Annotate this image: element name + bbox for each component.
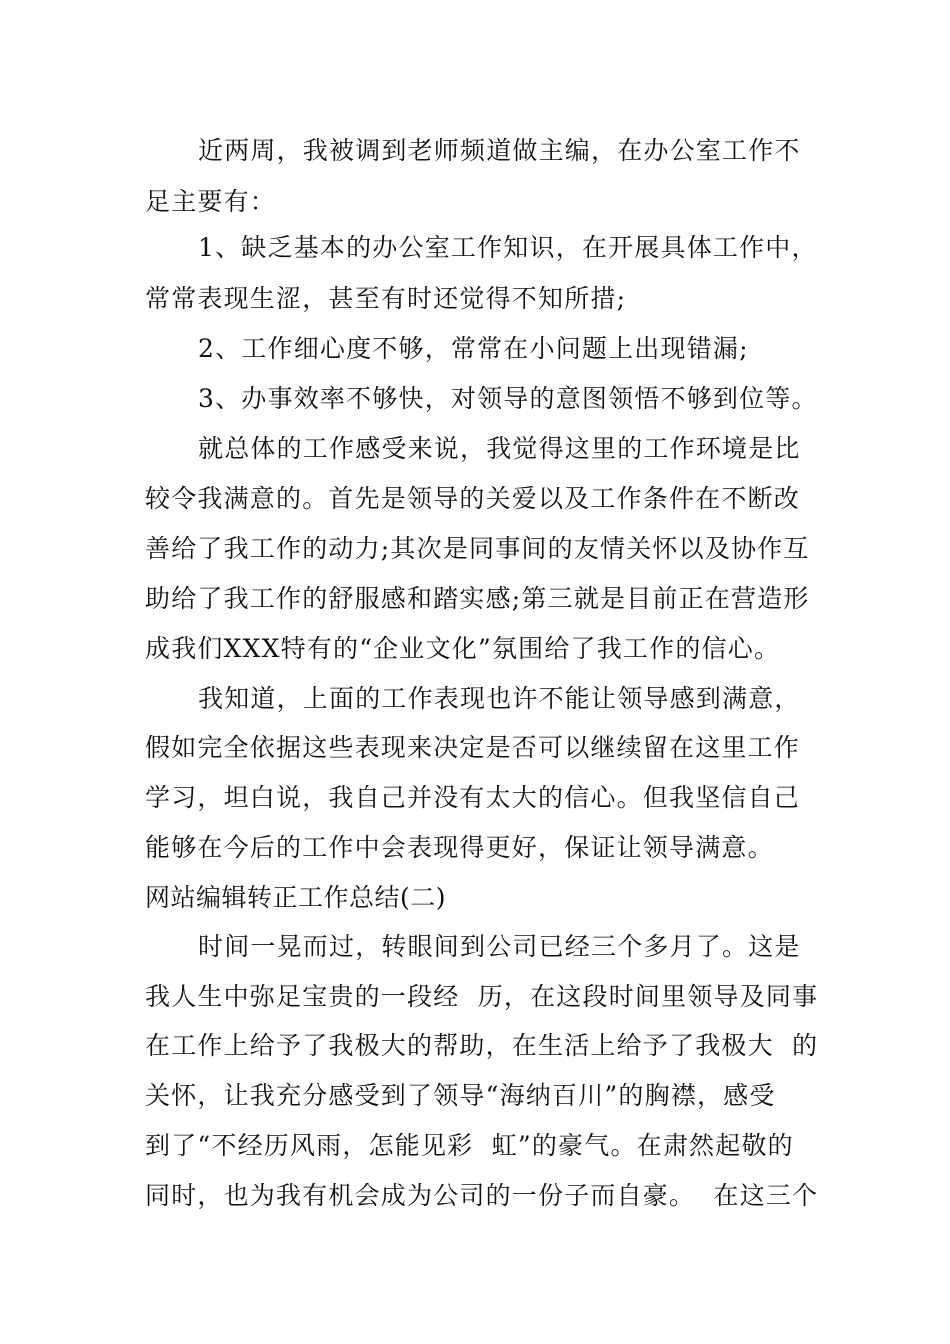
paragraph-line: 在工作上给予了我极大的帮助，在生活上给予了我极大 的 — [145, 1031, 819, 1060]
paragraph-line: 近两周，我被调到老师频道做主编，在办公室工作不 — [198, 136, 801, 165]
paragraph-line: 我知道，上面的工作表现也许不能让领导感到满意， — [198, 684, 801, 713]
paragraph-line: 能够在今后的工作中会表现得更好，保证让领导满意。 — [145, 833, 774, 862]
paragraph-line: 同时，也为我有机会成为公司的一份子而自豪。 在这三个 — [145, 1181, 819, 1210]
paragraph-line: 就总体的工作感受来说，我觉得这里的工作环境是比 — [198, 434, 801, 463]
paragraph-line: 足主要有： — [145, 187, 277, 216]
list-item-line: 3、办事效率不够快，对领导的意图领悟不够到位等。 — [198, 384, 818, 413]
paragraph-line: 到了“不经历风雨，怎能见彩 虹”的豪气。在肃然起敬的 — [145, 1131, 794, 1160]
list-item-line: 2、工作细心度不够，常常在小问题上出现错漏; — [198, 334, 749, 363]
paragraph-line: 善给了我工作的动力;其次是同事间的友情关怀以及协作互 — [145, 534, 810, 563]
paragraph-line: 假如完全依据这些表现来决定是否可以继续留在这里工作 — [145, 733, 801, 762]
section-heading: 网站编辑转正工作总结(二) — [145, 883, 447, 912]
list-item-line: 常常表现生涩，甚至有时还觉得不知所措; — [145, 284, 627, 313]
paragraph-line: 助给了我工作的舒服感和踏实感;第三就是目前正在营造形 — [145, 584, 810, 613]
paragraph-line: 成我们XXX特有的“企业文化”氛围给了我工作的信心。 — [145, 634, 781, 663]
paragraph-line: 时间一晃而过，转眼间到公司已经三个多月了。这是 — [198, 932, 801, 961]
paragraph-line: 关怀，让我充分感受到了领导“海纳百川”的胸襟，感受 — [145, 1081, 776, 1110]
list-item-line: 1、缺乏基本的办公室工作知识，在开展具体工作中， — [198, 233, 818, 262]
paragraph-line: 较令我满意的。首先是领导的关爱以及工作条件在不断改 — [145, 484, 801, 513]
paragraph-line: 学习，坦白说，我自己并没有太大的信心。但我坚信自己 — [145, 783, 801, 812]
paragraph-line: 我人生中弥足宝贵的一段经 历，在这段时间里领导及同事 — [145, 982, 819, 1011]
